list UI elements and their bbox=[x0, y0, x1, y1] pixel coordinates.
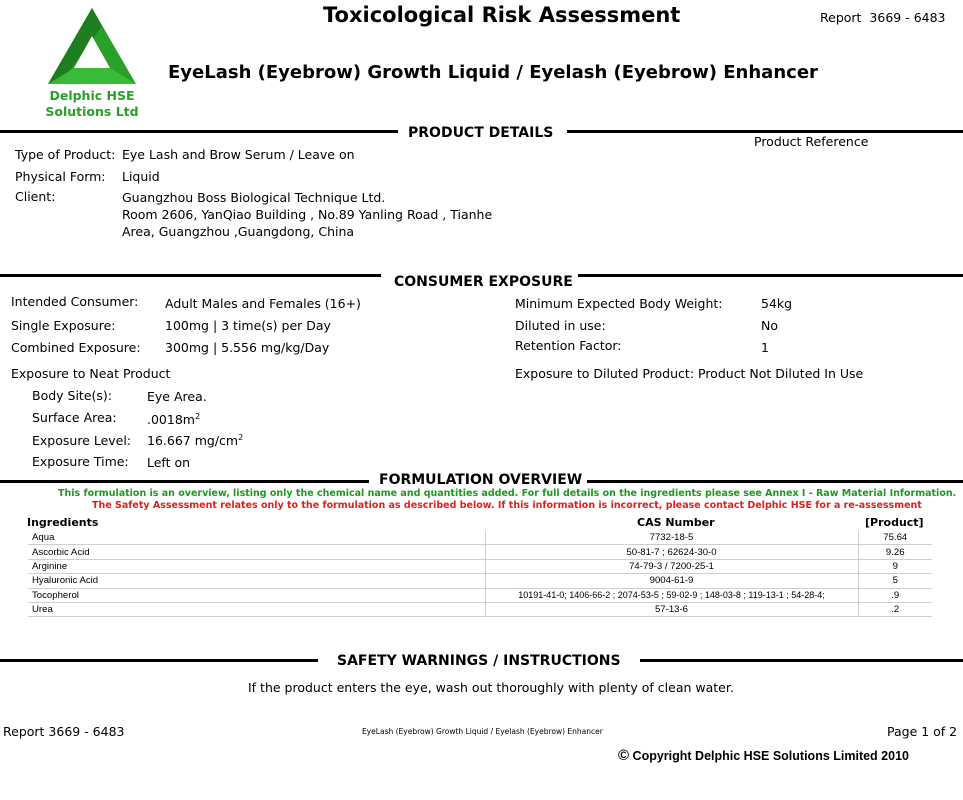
section-rule-left bbox=[0, 480, 369, 483]
company-logo bbox=[44, 4, 140, 122]
body-site-value: Eye Area. bbox=[147, 389, 207, 404]
diluted-product-text: Exposure to Diluted Product: Product Not Diluted In Use bbox=[515, 366, 864, 381]
client-line-1: Guangzhou Boss Biological Technique Ltd. bbox=[122, 190, 386, 205]
table-row bbox=[28, 602, 932, 616]
exposure-time-value: Left on bbox=[147, 455, 191, 470]
section-rule-right bbox=[640, 659, 963, 662]
product-details-heading: PRODUCT DETAILS bbox=[408, 125, 554, 141]
type-of-product-label: Type of Product: bbox=[15, 147, 116, 162]
ingredient-percent: 9.26 bbox=[858, 545, 932, 559]
section-rule-left bbox=[0, 130, 398, 133]
body-weight-label: Minimum Expected Body Weight: bbox=[515, 296, 723, 311]
client-line-2: Room 2606, YanQiao Building , No.89 Yanling Road , Tianhe bbox=[122, 207, 493, 222]
copyright-icon: © bbox=[618, 747, 630, 764]
ingredient-name: Ascorbic Acid bbox=[28, 545, 485, 559]
retention-factor-value: 1 bbox=[761, 340, 769, 355]
table-row bbox=[28, 559, 932, 573]
section-rule-right bbox=[567, 130, 963, 133]
report-label: Report bbox=[820, 10, 862, 25]
combined-exposure-value: 300mg | 5.556 mg/kg/Day bbox=[165, 340, 330, 355]
ingredient-cas: 74-79-3 / 7200-25-1 bbox=[485, 559, 858, 573]
product-name-title: EyeLash (Eyebrow) Growth Liquid / Eyelash (Eyebrow) Enhancer bbox=[168, 62, 818, 83]
retention-factor-label: Retention Factor: bbox=[515, 338, 622, 353]
intended-consumer-label: Intended Consumer: bbox=[11, 294, 139, 309]
section-rule-right bbox=[578, 274, 963, 277]
table-row bbox=[28, 531, 932, 545]
report-number-header bbox=[820, 10, 946, 25]
body-weight-value: 54kg bbox=[761, 296, 793, 311]
combined-exposure-label: Combined Exposure: bbox=[11, 340, 141, 355]
safety-warnings-heading: SAFETY WARNINGS / INSTRUCTIONS bbox=[337, 653, 621, 669]
product-reference-label: Product Reference bbox=[754, 134, 869, 149]
intended-consumer-value: Adult Males and Females (16+) bbox=[165, 296, 361, 311]
diluted-in-use-value: No bbox=[761, 318, 778, 333]
footer-page-number: Page 1 of 2 bbox=[887, 724, 958, 739]
ingredient-cas: 10191-41-0; 1406-66-2 ; 2074-53-5 ; 59-02-9 ; 148-03-8 ; 119-13-1 ; 54-28-4; bbox=[485, 588, 858, 602]
exposure-level-label: Exposure Level: bbox=[32, 433, 132, 448]
footer-report-number: Report 3669 - 6483 bbox=[3, 724, 125, 739]
ingredient-name: Hyaluronic Acid bbox=[28, 574, 485, 588]
logo-text-line1: Delphic HSE bbox=[49, 88, 135, 103]
surface-area-number: .0018m bbox=[147, 412, 195, 428]
column-header-product: [Product] bbox=[865, 516, 924, 529]
column-header-cas: CAS Number bbox=[637, 516, 715, 529]
ingredient-percent: 5 bbox=[858, 574, 932, 588]
formulation-note-green: This formulation is an overview, listing only the chemical name and quantities added. For full details on the ingredients please see Annex I - Raw Material Information. bbox=[58, 488, 957, 499]
type-of-product-value: Eye Lash and Brow Serum / Leave on bbox=[122, 147, 355, 162]
exposure-level-exponent: 2 bbox=[238, 433, 244, 442]
ingredient-cas: 7732-18-5 bbox=[485, 531, 858, 545]
ingredient-name: Arginine bbox=[28, 559, 485, 573]
logo-text-line2: Solutions Ltd bbox=[45, 104, 139, 119]
client-line-3: Area, Guangzhou ,Guangdong, China bbox=[122, 224, 355, 239]
ingredient-name: Urea bbox=[28, 602, 485, 616]
surface-area-exponent: 2 bbox=[194, 412, 201, 421]
formulation-note-red: The Safety Assessment relates only to the formulation as described below. If this information is incorrect, please contact Delphic HSE for a re-assessment bbox=[92, 500, 922, 511]
consumer-exposure-heading: CONSUMER EXPOSURE bbox=[394, 274, 573, 290]
footer-product-name: EyeLash (Eyebrow) Growth Liquid / Eyelash (Eyebrow) Enhancer bbox=[362, 727, 603, 736]
client-label: Client: bbox=[15, 189, 56, 204]
safety-instruction-text: If the product enters the eye, wash out thoroughly with plenty of clean water. bbox=[248, 680, 734, 695]
table-row bbox=[28, 574, 932, 588]
ingredient-name: Aqua bbox=[28, 531, 485, 545]
surface-area-value bbox=[147, 412, 200, 427]
single-exposure-label: Single Exposure: bbox=[11, 318, 116, 333]
neat-product-label: Exposure to Neat Product bbox=[11, 366, 171, 381]
table-row bbox=[28, 545, 932, 559]
ingredient-name: Tocopherol bbox=[28, 588, 485, 602]
report-number: 3669 - 6483 bbox=[869, 10, 946, 25]
ingredient-percent: 9 bbox=[858, 559, 932, 573]
copyright-text: Copyright Delphic HSE Solutions Limited 2010 bbox=[632, 749, 909, 763]
section-rule-left bbox=[0, 274, 381, 277]
physical-form-value: Liquid bbox=[122, 169, 160, 184]
ingredient-percent: .9 bbox=[858, 588, 932, 602]
exposure-time-label: Exposure Time: bbox=[32, 454, 129, 469]
ingredient-cas: 57-13-6 bbox=[485, 602, 858, 616]
physical-form-label: Physical Form: bbox=[15, 169, 106, 184]
exposure-level-value bbox=[147, 433, 243, 448]
ingredient-percent: 75.64 bbox=[858, 531, 932, 545]
body-site-label: Body Site(s): bbox=[32, 388, 113, 403]
footer-copyright bbox=[618, 747, 909, 764]
document-title: Toxicological Risk Assessment bbox=[323, 3, 681, 27]
ingredient-cas: 50-81-7 ; 62624-30-0 bbox=[485, 545, 858, 559]
diluted-in-use-label: Diluted in use: bbox=[515, 318, 606, 333]
table-row bbox=[28, 588, 932, 602]
ingredient-percent: .2 bbox=[858, 602, 932, 616]
ingredients-table bbox=[28, 531, 932, 617]
formulation-overview-heading: FORMULATION OVERVIEW bbox=[379, 472, 583, 488]
section-rule-left bbox=[0, 659, 318, 662]
ingredient-cas: 9004-61-9 bbox=[485, 574, 858, 588]
single-exposure-value: 100mg | 3 time(s) per Day bbox=[165, 318, 331, 333]
triangle-logo-icon bbox=[44, 4, 140, 88]
exposure-level-number: 16.667 mg/cm bbox=[147, 433, 239, 449]
section-rule-right bbox=[587, 480, 963, 483]
surface-area-label: Surface Area: bbox=[32, 410, 117, 425]
column-header-ingredients: Ingredients bbox=[27, 516, 99, 529]
